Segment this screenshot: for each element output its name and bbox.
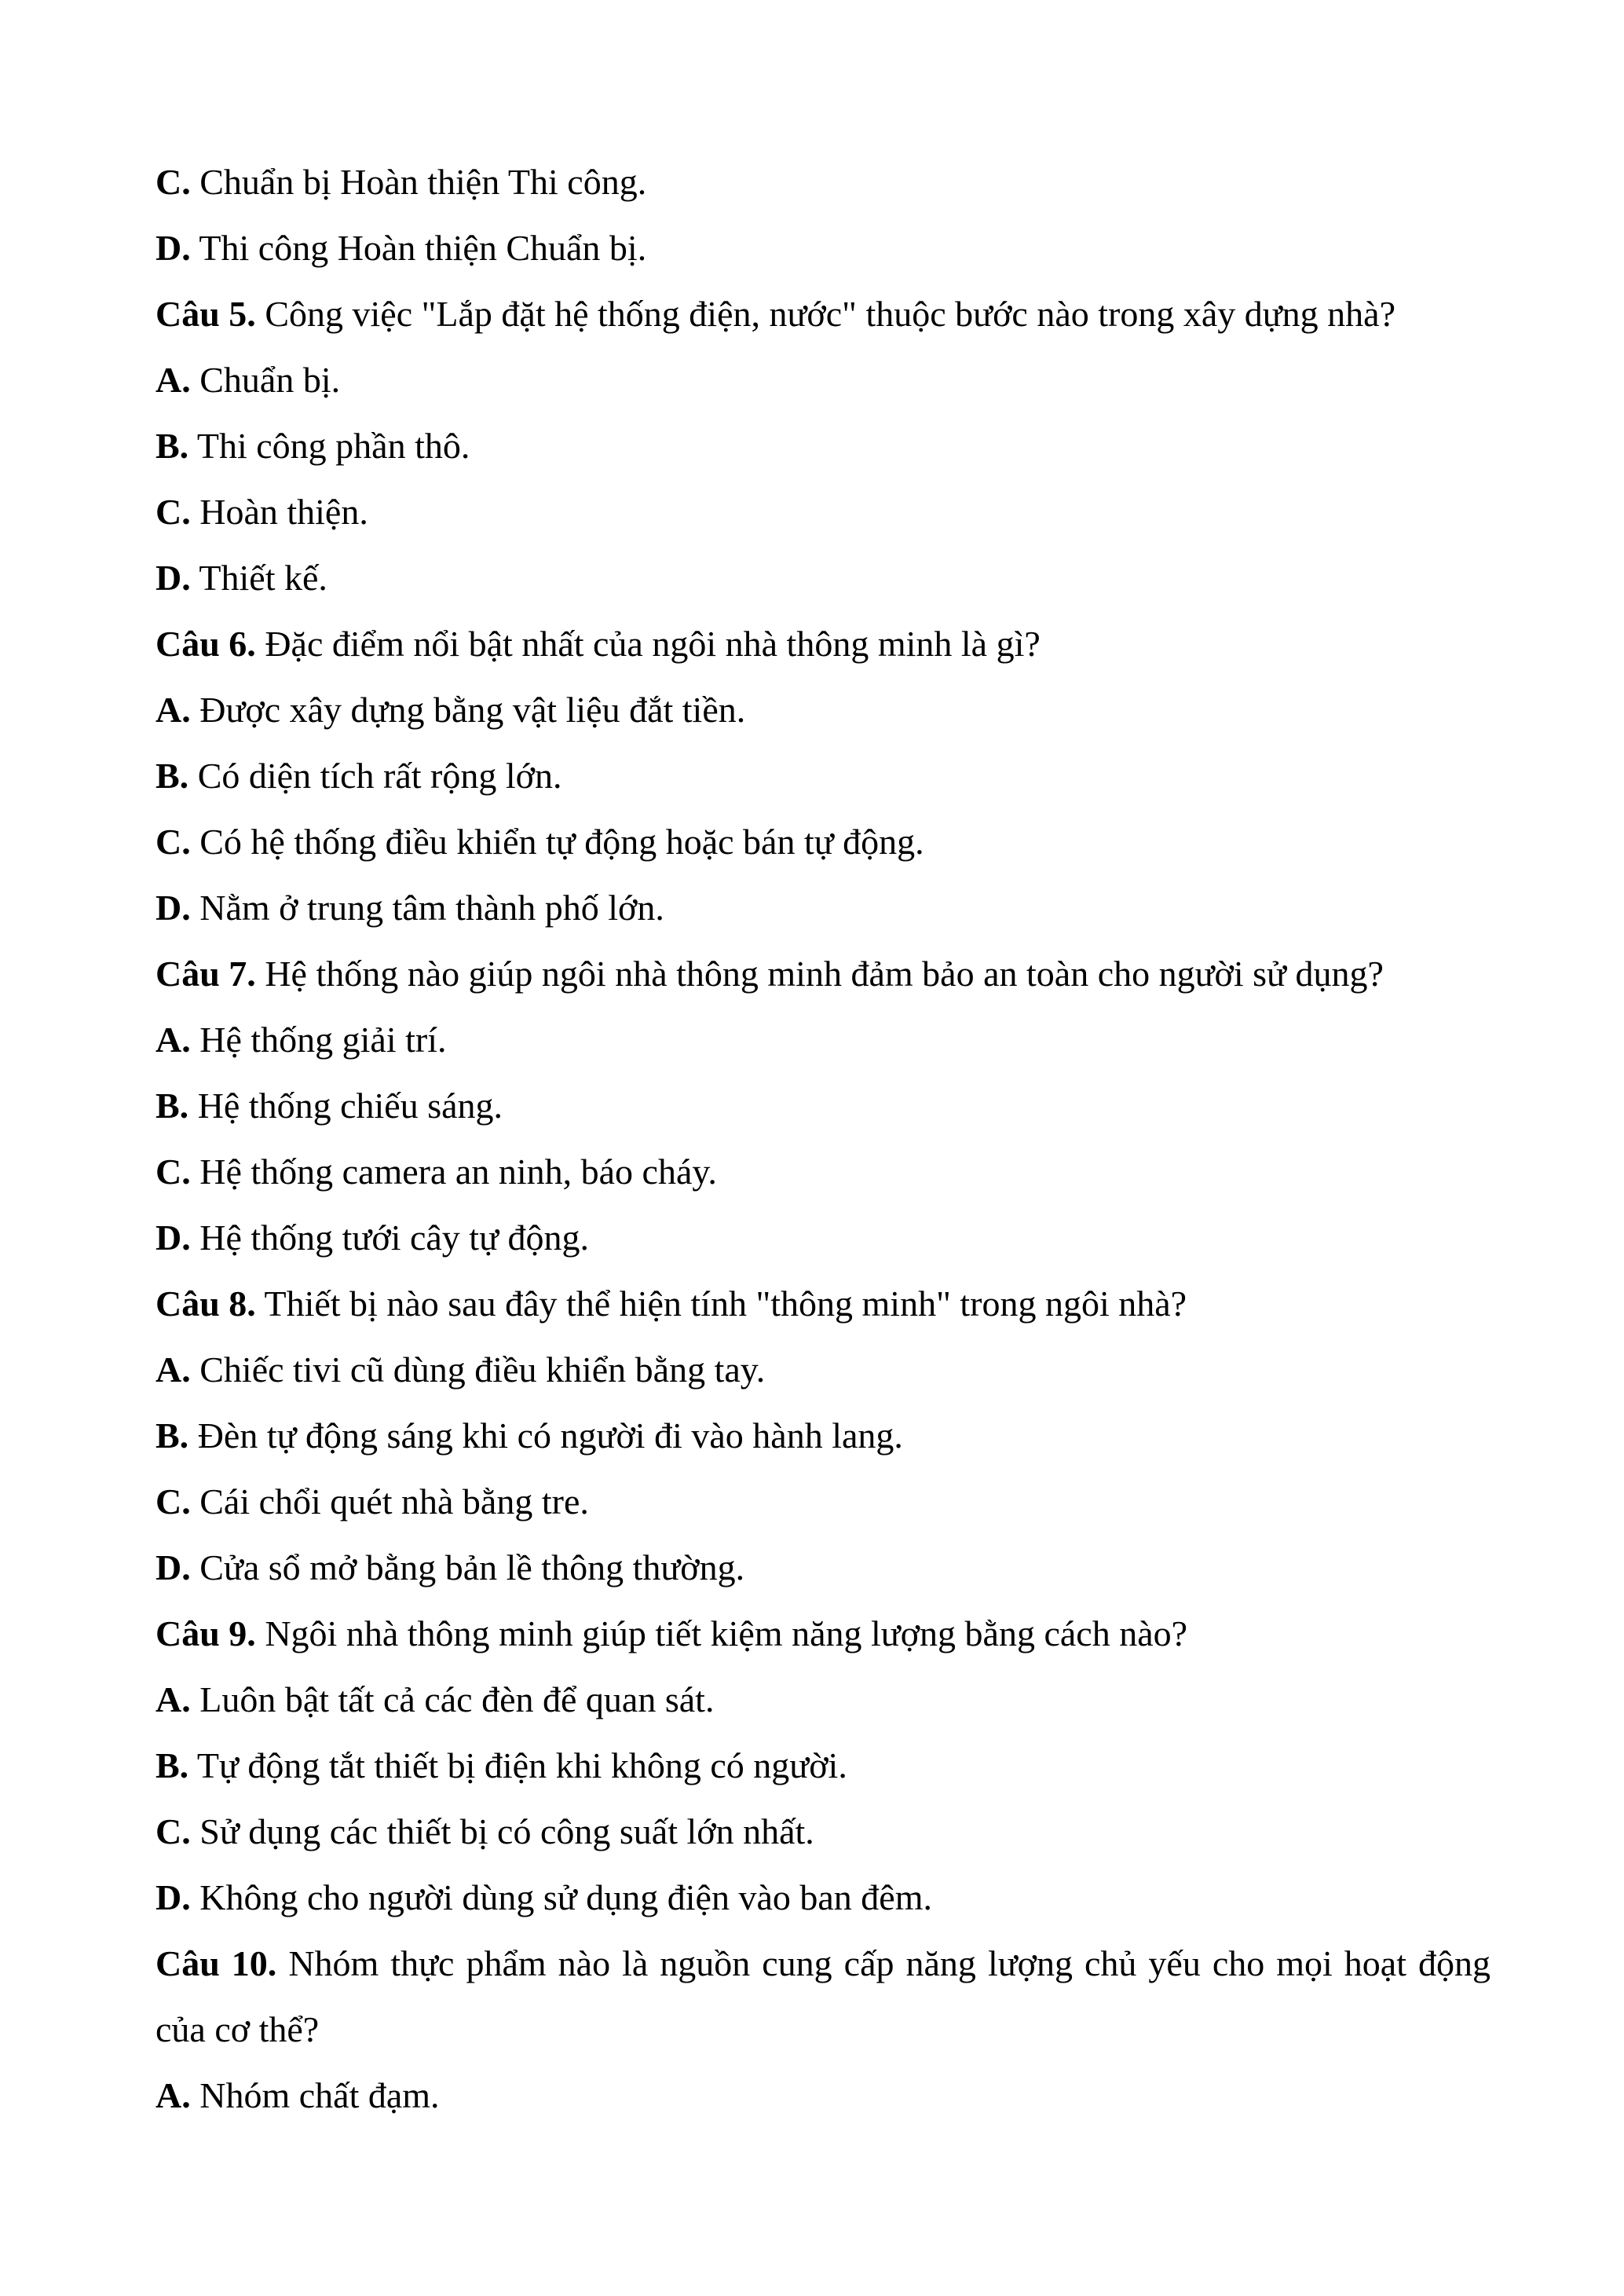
option-label: C. [155,822,191,862]
option-7d [155,1205,1490,1271]
option-text: Hệ thống camera an ninh, báo cháy. [190,1152,717,1192]
question-label: Câu 9. [155,1613,256,1653]
option-text: Đèn tự động sáng khi có người đi vào hành lang. [188,1415,903,1456]
question-label: Câu 7. [155,954,256,994]
question-label: Câu 6. [155,624,256,664]
option-label: B. [155,1745,189,1785]
option-label: D. [155,558,191,598]
option-text: Thi công phần thô. [188,426,470,466]
option-label: D. [155,228,191,268]
option-label: A. [155,360,191,400]
option-label: D. [155,1877,191,1917]
option-8c [155,1469,1490,1535]
question-label: Câu 5. [155,294,256,334]
question-text: Thiết bị nào sau đây thể hiện tính "thông minh" trong ngôi nhà? [255,1283,1187,1324]
option-label: B. [155,1086,189,1126]
question-text: Công việc "Lắp đặt hệ thống điện, nước" thuộc bước nào trong xây dựng nhà? [255,294,1396,334]
option-5a [155,347,1490,413]
option-9b [155,1733,1490,1799]
option-label: A. [155,690,191,730]
option-8a [155,1337,1490,1403]
question-text: Đặc điểm nổi bật nhất của ngôi nhà thông minh là gì? [255,624,1041,664]
option-label: A. [155,1020,191,1060]
option-text: Tự động tắt thiết bị điện khi không có người. [188,1745,847,1785]
option-9d [155,1865,1490,1931]
question-5 [155,281,1490,347]
option-text: Thiết kế. [190,558,327,598]
option-text: Được xây dựng bằng vật liệu đắt tiền. [190,690,746,730]
option-7b [155,1073,1490,1139]
option-text: Cái chổi quét nhà bằng tre. [190,1481,589,1522]
option-label: C. [155,1152,191,1192]
option-label: C. [155,1481,191,1522]
option-text: Hệ thống tưới cây tự động. [190,1218,590,1258]
option-text: Luôn bật tất cả các đèn để quan sát. [190,1679,715,1719]
option-text: Chiếc tivi cũ dùng điều khiển bằng tay. [190,1349,766,1390]
option-text: Hệ thống giải trí. [190,1020,447,1060]
option-text: Hệ thống chiếu sáng. [188,1086,503,1126]
option-label: A. [155,1349,191,1390]
option-label: D. [155,1218,191,1258]
option-5b [155,413,1490,479]
option-8d [155,1535,1490,1601]
option-text: Nhóm chất đạm. [190,2075,440,2115]
option-text: Sử dụng các thiết bị có công suất lớn nhất. [190,1811,814,1851]
option-label: D. [155,1547,191,1587]
option-6d [155,875,1490,941]
question-9 [155,1601,1490,1667]
option-text: Thi công Hoàn thiện Chuẩn bị. [190,228,647,268]
question-text: Ngôi nhà thông minh giúp tiết kiệm năng lượng bằng cách nào? [255,1613,1188,1653]
question-text: Nhóm thực phẩm nào là nguồn cung cấp năng lượng chủ yếu cho mọi hoạt động của cơ thể? [155,1943,1490,2049]
question-label: Câu 8. [155,1283,256,1324]
question-10 [155,1931,1490,2063]
option-label: A. [155,1679,191,1719]
question-6 [155,611,1490,677]
option-7c [155,1139,1490,1205]
question-text: Hệ thống nào giúp ngôi nhà thông minh đảm bảo an toàn cho người sử dụng? [255,954,1384,994]
option-4d [155,215,1490,281]
option-9a [155,1667,1490,1733]
option-label: B. [155,756,189,796]
option-7a [155,1007,1490,1073]
question-label: Câu 10. [155,1943,277,1983]
option-text: Không cho người dùng sử dụng điện vào ban đêm. [190,1877,932,1917]
option-5c [155,479,1490,545]
question-8 [155,1271,1490,1337]
option-label: A. [155,2075,191,2115]
option-9c [155,1799,1490,1865]
option-label: B. [155,1415,189,1456]
option-8b [155,1403,1490,1469]
option-text: Hoàn thiện. [190,492,368,532]
option-6a [155,677,1490,743]
option-label: B. [155,426,189,466]
option-text: Có hệ thống điều khiển tự động hoặc bán tự động. [190,822,924,862]
option-5d [155,545,1490,611]
option-text: Nằm ở trung tâm thành phố lớn. [190,888,664,928]
option-6b [155,743,1490,809]
option-label: D. [155,888,191,928]
option-label: C. [155,492,191,532]
option-text: Chuẩn bị. [190,360,341,400]
option-label: C. [155,162,191,202]
document-page [155,149,1490,2129]
option-10a [155,2063,1490,2129]
option-text: Cửa sổ mở bằng bản lề thông thường. [190,1547,745,1587]
question-7 [155,941,1490,1007]
option-4c [155,149,1490,215]
option-6c [155,809,1490,875]
option-label: C. [155,1811,191,1851]
option-text: Có diện tích rất rộng lớn. [188,756,562,796]
option-text: Chuẩn bị Hoàn thiện Thi công. [190,162,647,202]
